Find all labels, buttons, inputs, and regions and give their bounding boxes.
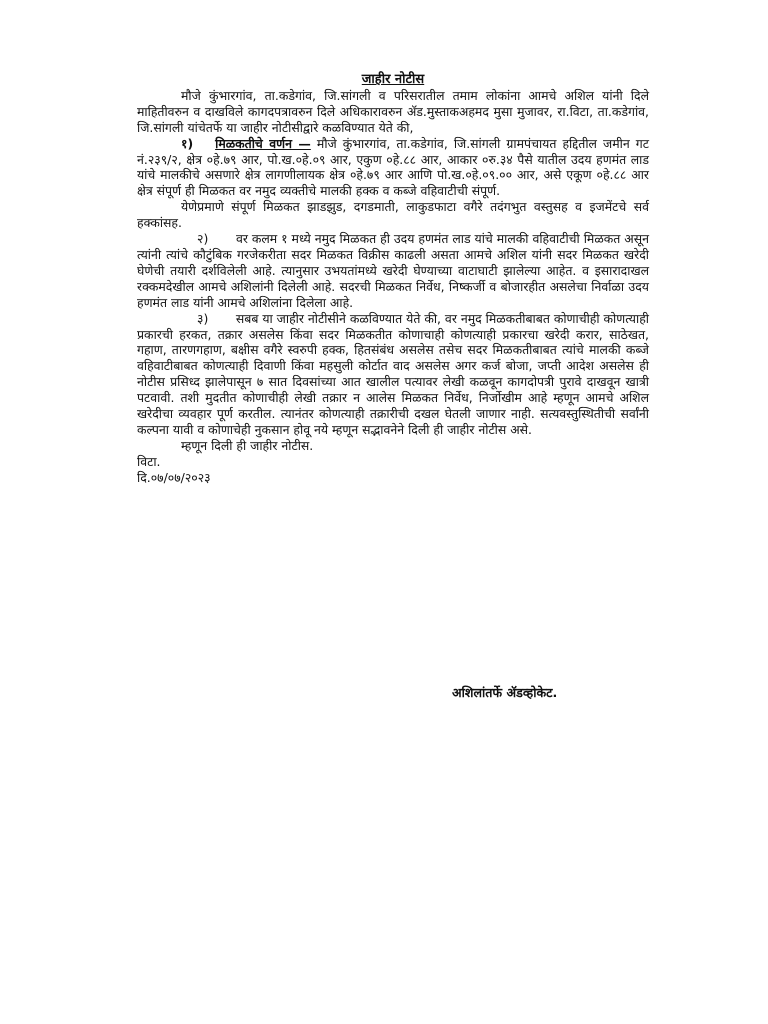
section-3-paragraph bbox=[137, 311, 649, 438]
section-3-number: ३) bbox=[197, 310, 209, 326]
section-1-number: १) bbox=[181, 135, 194, 151]
notice-body bbox=[137, 72, 649, 486]
place-text: विटा. bbox=[137, 453, 161, 469]
intro-paragraph: मौजे कुंभारगांव, ता.कडेगांव, जि.सांगली व परिसरातील तमाम लोकांना आमचे अशिल यांनी दिले माहितीवरुन व दाखविले कागदपत्रावरुन दिले अधिकारावरुन ॲड.मुस्ताकअहमद मुसा मुजावर, रा.विटा, ता.कडेगांव, जि.सांगली यांचेतर्फे या जाहीर नोटीसीद्वारे कळविण्यात येते की, bbox=[137, 87, 649, 135]
section-1-paragraph bbox=[137, 136, 649, 200]
section-3-text: सबब या जाहीर नोटीसीने कळविण्यात येते की, वर नमुद मिळकतीबाबत कोणाचीही कोणत्याही प्रकारची हरकत, तक्रार असलेस किंवा सदर मिळकतीत कोणाचाही कोणत्याही प्रकारचा खरेदी करार, साठेखत, गहाण, तारणगहाण, बक्षीस वगैरे स्वरुपी हक्क, हितसंबंध असलेस तसेच सदर मिळकतीबाबत त्यांचे मालकी कब्जे वहिवाटीबाबत कोणत्याही दिवाणी किंवा महसुली कोर्टात वाद असलेस अगर कर्ज बोजा, जप्ती आदेश असलेस ही नोटीस प्रसिध्द झालेपासून ७ सात दिवसांच्या आत खालील पत्यावर लेखी कळवून कागदोपत्री पुरावे दाखवून खात्री पटवावी. तशी मुदतीत कोणाचीही लेखी तक्रार न आलेस मिळकत निर्वेध, निर्जोखीम आहे म्हणून आमचे अशिल खरेदीचा व्यवहार पूर्ण करतील. त्यानंतर कोणत्याही तक्रारीची दखल घेतली जाणार नाही. सत्यवस्तुस्थितीची सर्वांनी कल्पना यावी व कोणाचेही नुकसान होवू नये म्हणून सद्भावनेने दिली ही जाहीर नोटीस असे. bbox=[137, 310, 649, 437]
section-1-text: मौजे कुंभारगांव, ता.कडेगांव, जि.सांगली ग्रामपंचायत हद्दितील जमीन गट नं.२३९/२, क्षेत्र ०हे.७९ आर, पो.ख.०हे.०९ आर, एकुण ०हे.८८ आर, आकार ०रु.३४ पैसे यातील उदय हणमंत लाड यांचे मालकीचे असणारे क्षेत्र लागणीलायक क्षेत्र ०हे.७९ आर आणि पो.ख.०हे.०९.०० आर, असे एकूण ०हे.८८ आर क्षेत्र संपूर्ण ही मिळकत वर नमुद व्यक्तीचे मालकी हक्क व कब्जे वहिवाटीची संपूर्ण. bbox=[137, 135, 649, 199]
section-1-heading: मिळकतीचे वर्णन — bbox=[215, 135, 311, 151]
signature-line: अशिलांतर्फे ॲडव्होकेट. bbox=[452, 685, 558, 700]
section-1-extra-paragraph: येणेप्रमाणे संपूर्ण मिळकत झाडझुड, दगडमाती, लाकुडफाटा वगैरे तदंगभुत वस्तुसह व इजमेंटचे सर्व हक्कांसह. bbox=[137, 199, 649, 231]
section-2-text: वर कलम १ मध्ये नमुद मिळकत ही उदय हणमंत लाड यांचे मालकी वहिवाटीची मिळकत असून त्यांनी त्यांचे कौटुंबिक गरजेकरीता सदर मिळकत विक्रीस काढली असता आमचे अशिल यांनी सदर मिळकत खरेदी घेणेची तयारी दर्शविलेली आहे. त्यानुसार उभयतांमध्ये खरेदी घेण्याच्या वाटाघाटी झालेल्या आहेत. व इसारादाखल रक्कमदेखील आमचे अशिलांनी दिलेली आहे. सदरची मिळकत निर्वेध, निष्कर्जी व बोजारहीत असलेचा निर्वाळा उदय हणमंत लाड यांनी आमचे अशिलांना दिलेला आहे. bbox=[137, 231, 649, 310]
place-date-block bbox=[137, 454, 649, 486]
notice-title: जाहीर नोटीस bbox=[361, 72, 425, 87]
section-2-number: २) bbox=[197, 231, 209, 247]
section-2-paragraph bbox=[137, 231, 649, 311]
closing-line: म्हणून दिली ही जाहीर नोटीस. bbox=[181, 437, 314, 453]
date-text: दि.०७/०७/२०२३ bbox=[137, 469, 211, 485]
